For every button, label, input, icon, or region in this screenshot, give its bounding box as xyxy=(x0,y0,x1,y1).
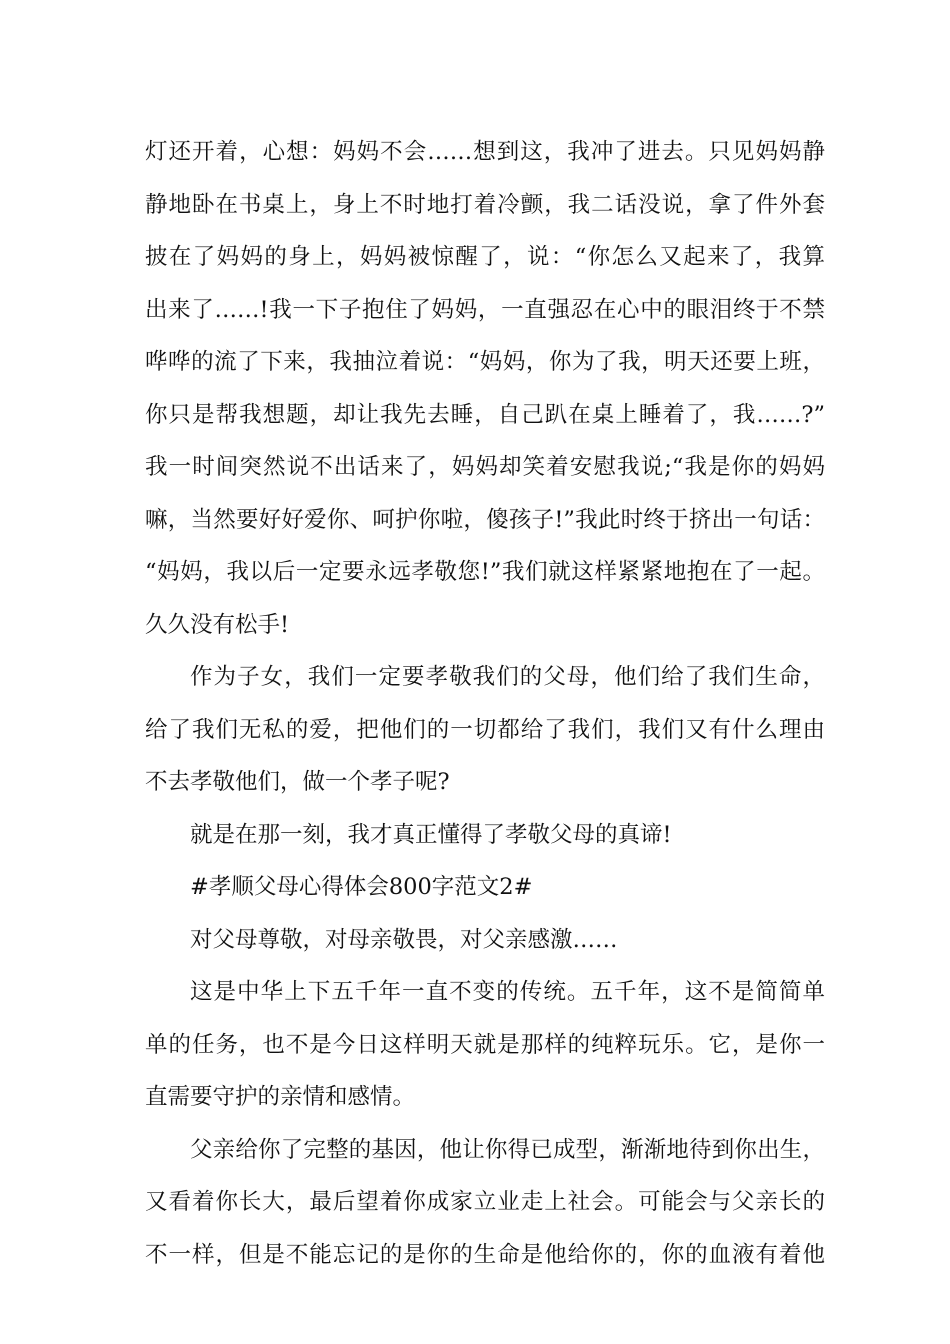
body-text xyxy=(145,126,825,1281)
paragraph-first-line: 作为子女，我们一定要孝敬我们的父母，他们给了我们生命， xyxy=(190,664,825,690)
paragraph-first-line: 这是中华上下五千年一直不变的传统。五千年，这不是简简单 xyxy=(190,979,825,1005)
text-line: 你只是帮我想题，却让我先去睡，自己趴在桌上睡着了，我……?” xyxy=(145,401,825,428)
text-line: 灯还开着，心想：妈妈不会……想到这，我冲了进去。只见妈妈静 xyxy=(145,139,825,165)
text-line: 不一样，但是不能忘记的是你的生命是他给你的，你的血液有着他 xyxy=(145,1241,825,1268)
paragraph-first-line: 对父母尊敬，对母亲敬畏，对父亲感激…… xyxy=(190,926,618,953)
text-line: 哗哗的流了下来，我抽泣着说：“妈妈，你为了我，明天还要上班， xyxy=(145,349,825,375)
text-line: 直需要守护的亲情和感情。 xyxy=(145,1084,416,1110)
text-line: 我一时间突然说不出话来了，妈妈却笑着安慰我说;“我是你的妈妈 xyxy=(145,454,825,480)
paragraph-first-line: 父亲给你了完整的基因，他让你得已成型，渐渐地待到你出生， xyxy=(190,1136,825,1163)
text-line: 不去孝敬他们，做一个孝子呢? xyxy=(145,769,450,795)
text-line: 出来了……!我一下子抱住了妈妈，一直强忍在心中的眼泪终于不禁 xyxy=(145,296,825,323)
text-line: 久久没有松手! xyxy=(145,611,290,638)
text-line: 静地卧在书桌上，身上不时地打着冷颤，我二话没说，拿了件外套 xyxy=(145,191,825,218)
text-line: “妈妈，我以后一定要永远孝敬您!”我们就这样紧紧地抱在了一起。 xyxy=(145,559,825,585)
text-line: 嘛，当然要好好爱你、呵护你啦，傻孩子!”我此时终于挤出一句话： xyxy=(145,506,825,533)
text-line: 给了我们无私的爱，把他们的一切都给了我们，我们又有什么理由 xyxy=(145,716,825,743)
text-line: 披在了妈妈的身上，妈妈被惊醒了，说：“你怎么又起来了，我算 xyxy=(145,244,825,270)
text-line: 单的任务，也不是今日这样明天就是那样的纯粹玩乐。它，是你一 xyxy=(145,1031,825,1058)
paragraph-first-line: 就是在那一刻，我才真正懂得了孝敬父母的真谛! xyxy=(190,821,672,848)
section-heading: #孝顺父母心得体会800字范文2# xyxy=(190,874,533,900)
text-line: 又看着你长大，最后望着你成家立业走上社会。可能会与父亲长的 xyxy=(145,1189,825,1215)
